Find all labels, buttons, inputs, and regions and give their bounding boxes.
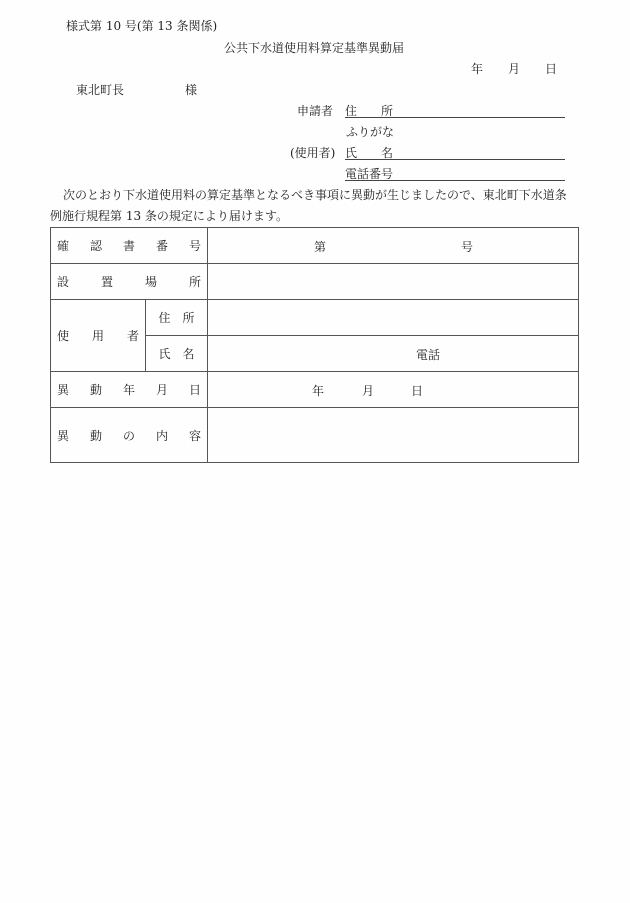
- applicant-phone-field[interactable]: [345, 180, 565, 181]
- applicant-address-field[interactable]: [345, 117, 565, 118]
- location-label: 設 置 場 所: [51, 264, 208, 300]
- user-name-field[interactable]: [208, 336, 579, 372]
- applicant-address-label: 住 所: [345, 104, 394, 118]
- phone-label: 電話: [416, 348, 441, 362]
- confirmation-number-label: 確 認 書 番 号: [51, 228, 208, 264]
- location-field[interactable]: [208, 264, 579, 300]
- change-date-field[interactable]: 年 月 日: [208, 372, 579, 408]
- user-label: (使用者): [290, 146, 336, 160]
- body-text-line1: 次のとおり下水道使用料の算定基準となるべき事項に異動が生じましたので、東北町下水道条: [63, 188, 567, 202]
- applicant-name-label: 氏 名: [345, 146, 394, 160]
- applicant-name-field[interactable]: [345, 159, 565, 160]
- change-date-label: 異 動 年 月 日: [51, 372, 208, 408]
- body-text-line2: 例施行規程第 13 条の規定により届けます。: [50, 209, 288, 223]
- date-year: 年: [471, 62, 484, 76]
- change-content-label: 異 動 の 内 容: [51, 408, 208, 463]
- form-number: 様式第 10 号(第 13 条関係): [66, 19, 218, 33]
- change-content-field[interactable]: [208, 408, 579, 463]
- confirmation-number-field[interactable]: 第 号: [208, 228, 579, 264]
- date-day: 日: [545, 62, 558, 76]
- form-title: 公共下水道使用料算定基準異動届: [224, 41, 405, 55]
- user-name-label: 氏 名: [146, 336, 208, 372]
- row-location: [51, 264, 579, 300]
- notification-table: [50, 227, 579, 463]
- addressee-name: 東北町長: [76, 83, 125, 97]
- applicant-furigana-label: ふりがな: [346, 125, 395, 139]
- user-address-label: 住 所: [146, 300, 208, 336]
- date-month: 月: [508, 62, 521, 76]
- applicant-label: 申請者: [297, 104, 334, 118]
- user-address-field[interactable]: [208, 300, 579, 336]
- row-confirmation-number: [51, 228, 579, 264]
- applicant-phone-label: 電話番号: [345, 167, 394, 181]
- row-change-date: [51, 372, 579, 408]
- addressee-honorific: 様: [185, 83, 198, 97]
- row-user-address: [51, 300, 579, 336]
- user-label: 使 用 者: [51, 300, 146, 372]
- row-change-content: [51, 408, 579, 463]
